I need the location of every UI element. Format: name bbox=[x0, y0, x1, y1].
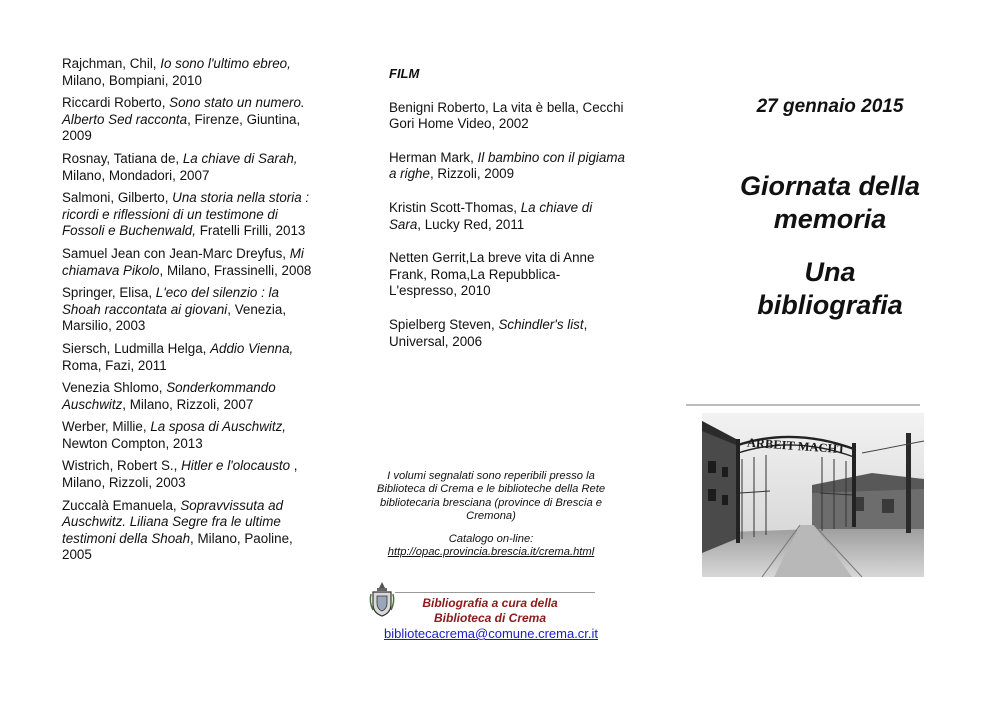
catalog-label: Catalogo on-line: bbox=[448, 532, 534, 545]
film-entry: Kristin Scott-Thomas, La chiave di Sara, Lucky Red, 2011 bbox=[389, 199, 593, 232]
bib-entry: Springer, Elisa, L'eco del silenzio : la Shoah raccontata ai giovani, Venezia, Marsilio, 2003 bbox=[62, 285, 287, 334]
bib-entry: Salmoni, Gilberto, Una storia nella storia : ricordi e riflessioni di un testimone di Fossoli e Buchenwald, Fratelli Frilli, 2013 bbox=[62, 190, 310, 239]
bib-entry: Zuccalà Emanuela, Sopravvissuta ad Auschwitz. Liliana Segre fra le ultime testimoni della Shoah, Milano, Paoline, 2005 bbox=[62, 497, 293, 563]
credit-line-2: Biblioteca di Crema bbox=[433, 610, 547, 625]
bib-entry: Samuel Jean con Jean-Marc Dreyfus, Mi chiamava Pikolo, Milano, Frassinelli, 2008 bbox=[62, 245, 312, 278]
film-entry: Herman Mark, Il bambino con il pigiama a righe, Rizzoli, 2009 bbox=[389, 149, 625, 182]
auschwitz-gate-photo bbox=[702, 413, 924, 577]
subtitle-line-1: Una bbox=[804, 257, 856, 287]
film-heading: FILM bbox=[389, 66, 420, 81]
credit-text bbox=[400, 596, 580, 625]
cover-subtitle bbox=[690, 256, 970, 322]
event-date: 27 gennaio 2015 bbox=[756, 96, 904, 117]
film-list bbox=[389, 66, 625, 367]
cover-divider bbox=[686, 404, 920, 406]
bib-entry: Wistrich, Robert S., Hitler e l'olocausto , Milano, Rizzoli, 2003 bbox=[62, 458, 298, 491]
subtitle-line-2: bibliografia bbox=[757, 290, 903, 320]
title-line-1: Giornata della bbox=[739, 171, 921, 201]
film-entry: Spielberg Steven, Schindler's list, Universal, 2006 bbox=[389, 316, 588, 349]
bib-entry: Venezia Shlomo, Sonderkommando Auschwitz, Milano, Rizzoli, 2007 bbox=[62, 380, 276, 412]
gate-sign-text: ARBEIT MACHT bbox=[746, 435, 847, 457]
bib-entry: Rajchman, Chil, Io sono l'ultimo ebreo, Milano, Bompiani, 2010 bbox=[62, 56, 291, 88]
library-crest-icon bbox=[368, 580, 396, 618]
credit-line-1: Bibliografia a cura della bbox=[422, 596, 558, 610]
availability-note bbox=[372, 470, 610, 559]
bibliography-list bbox=[62, 56, 320, 570]
film-entry: Benigni Roberto, La vita è bella, Cecchi Gori Home Video, 2002 bbox=[389, 99, 624, 132]
availability-text: I volumi segnalati sono reperibili presso la Biblioteca di Crema e le biblioteche della Rete bibliotecaria bresciana (province di Brescia e Cremona) bbox=[376, 470, 606, 523]
email-link[interactable]: bibliotecacrema@comune.crema.cr.it bbox=[383, 626, 599, 641]
bib-entry: Siersch, Ludmilla Helga, Addio Vienna, Roma, Fazi, 2011 bbox=[62, 340, 294, 373]
title-line-2: memoria bbox=[773, 204, 887, 234]
cover-title bbox=[690, 170, 970, 236]
bib-entry: Riccardi Roberto, Sono stato un numero. Alberto Sed racconta, Firenze, Giuntina, 2009 bbox=[62, 95, 305, 144]
film-entry: Netten Gerrit,La breve vita di Anne Frank, Roma,La Repubblica-L'espresso, 2010 bbox=[389, 250, 595, 299]
credit-divider bbox=[395, 592, 595, 593]
catalog-link[interactable]: http://opac.provincia.brescia.it/crema.html bbox=[387, 546, 595, 559]
bib-entry: Rosnay, Tatiana de, La chiave di Sarah, Milano, Mondadori, 2007 bbox=[62, 150, 298, 183]
bib-entry: Werber, Millie, La sposa di Auschwitz, Newton Compton, 2013 bbox=[62, 419, 287, 451]
